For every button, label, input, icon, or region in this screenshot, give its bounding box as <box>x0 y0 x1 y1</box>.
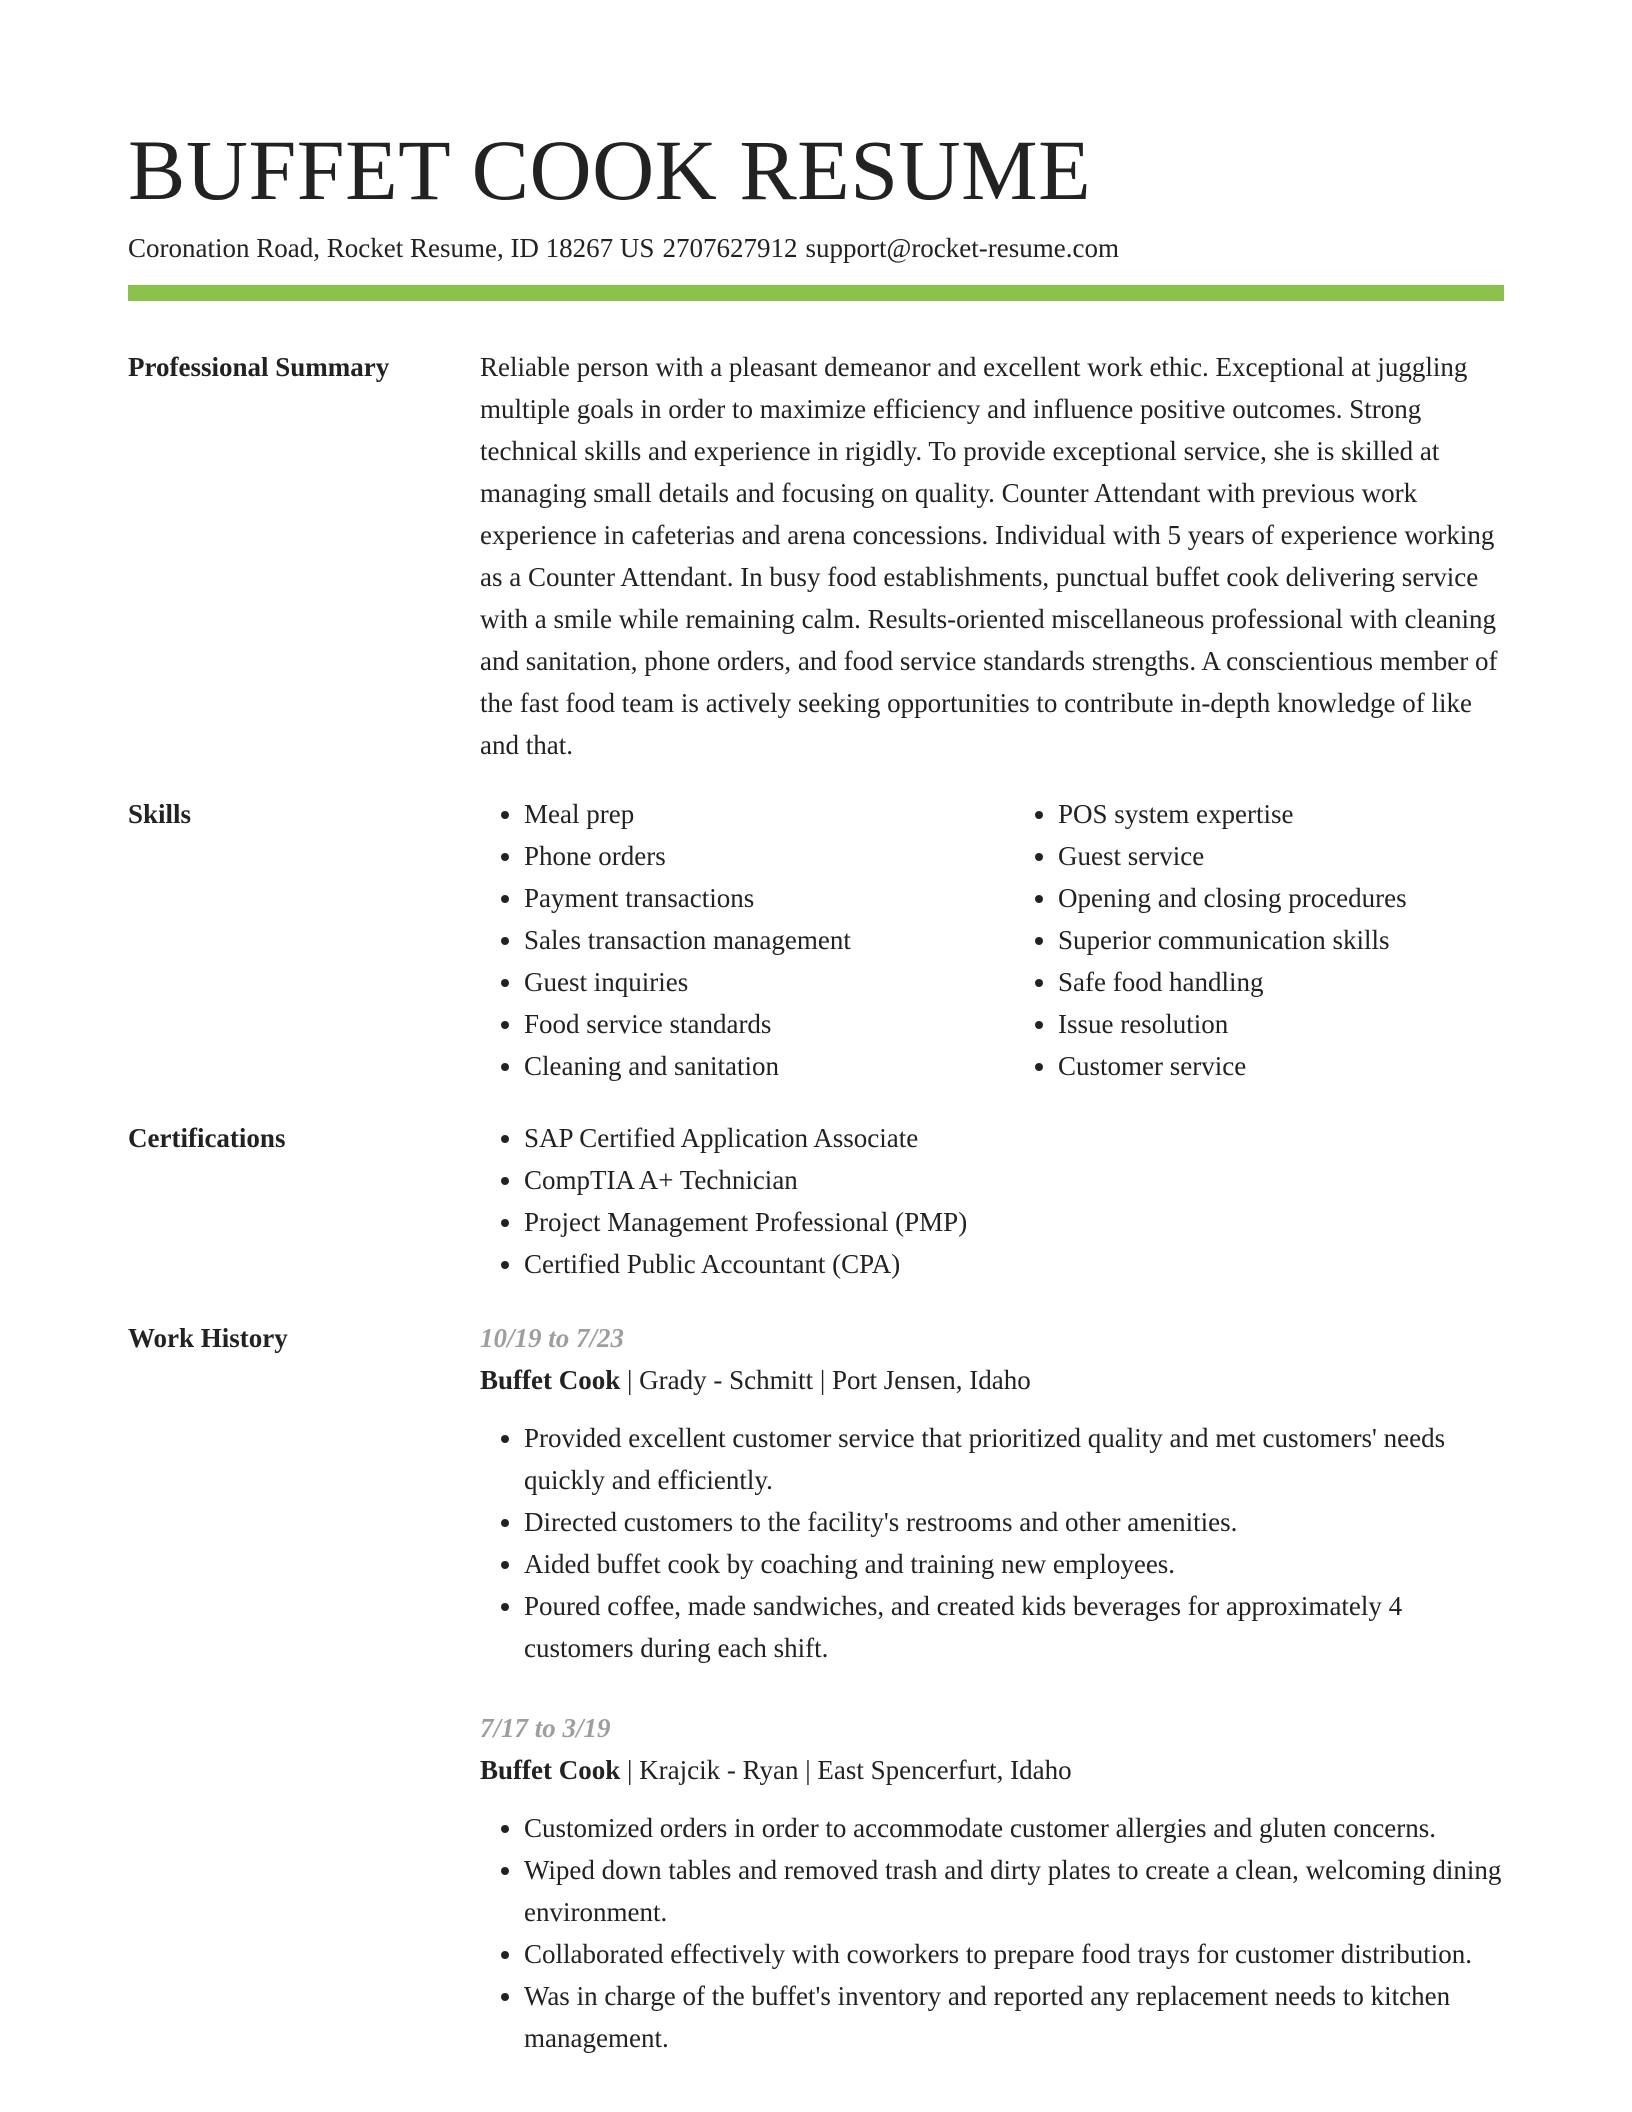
certifications-heading: Certifications <box>128 1123 286 1153</box>
header-divider <box>128 285 1504 301</box>
summary-heading: Professional Summary <box>128 352 390 382</box>
job-bullet: • Was in charge of the buffet's inventory and reported any replacement needs to kitchen management. <box>524 1975 1504 2059</box>
contact-line <box>128 232 1119 264</box>
certification-item: • Certified Public Accountant (CPA) <box>524 1243 1504 1285</box>
skill-item: • Guest service <box>1058 835 1504 877</box>
certification-item: • SAP Certified Application Associate <box>524 1117 1504 1159</box>
skill-item: • Cleaning and sanitation <box>524 1045 970 1087</box>
skill-item: • POS system expertise <box>1058 793 1504 835</box>
job-bullets <box>480 1807 1504 2059</box>
certifications-list <box>480 1117 1504 1285</box>
contact-phone: 2707627912 <box>662 233 798 263</box>
summary-text: Reliable person with a pleasant demeanor and excellent work ethic. Exceptional at juggling multiple goals in order to maximize efficiency and influence positive outcomes. Strong technical skills and experience in rigidly. To provide exceptional service, she is skilled at managing small details and focusing on quality. Counter Attendant with previous work experience in cafeterias and arena concessions. Individual with 5 years of experience working as a Counter Attendant. In busy food establishments, punctual buffet cook delivering service with a smile while remaining calm. Results-oriented miscellaneous professional with cleaning and sanitation, phone orders, and food service standards strengths. A conscientious member of the fast food team is actively seeking opportunities to contribute in-depth knowledge of like and that. <box>480 352 1498 760</box>
job-bullet: • Aided buffet cook by coaching and training new employees. <box>524 1543 1504 1585</box>
job-title: Buffet Cook <box>480 1755 621 1785</box>
skill-item: • Sales transaction management <box>524 919 970 961</box>
skill-item: • Superior communication skills <box>1058 919 1504 961</box>
certification-item: • Project Management Professional (PMP) <box>524 1201 1504 1243</box>
skill-item: • Guest inquiries <box>524 961 970 1003</box>
job-bullet: • Directed customers to the facility's restrooms and other amenities. <box>524 1501 1504 1543</box>
work-history-list <box>480 1317 1504 2097</box>
job-details: | Grady - Schmitt | Port Jensen, Idaho <box>620 1365 1031 1395</box>
job-entry <box>480 1317 1504 1669</box>
job-bullet: • Wiped down tables and removed trash and dirty plates to create a clean, welcoming dining environment. <box>524 1849 1504 1933</box>
skill-item: • Meal prep <box>524 793 970 835</box>
skill-item: • Phone orders <box>524 835 970 877</box>
job-dates: 7/17 to 3/19 <box>480 1713 611 1743</box>
contact-address: Coronation Road, Rocket Resume, ID 18267 US <box>128 233 655 263</box>
skills-column-right <box>1014 793 1504 1087</box>
job-bullet: • Collaborated effectively with coworkers to prepare food trays for customer distribution. <box>524 1933 1504 1975</box>
skill-item: • Safe food handling <box>1058 961 1504 1003</box>
job-heading <box>480 1749 1504 1791</box>
resume-title: BUFFET COOK RESUME <box>128 122 1092 218</box>
certification-item: • CompTIA A+ Technician <box>524 1159 1504 1201</box>
work-history-heading: Work History <box>128 1323 288 1353</box>
job-bullet: • Poured coffee, made sandwiches, and created kids beverages for approximately 4 customers during each shift. <box>524 1585 1504 1669</box>
skill-item: • Customer service <box>1058 1045 1504 1087</box>
job-bullet: • Provided excellent customer service that prioritized quality and met customers' needs quickly and efficiently. <box>524 1417 1504 1501</box>
contact-email: support@rocket-resume.com <box>805 233 1119 263</box>
job-title: Buffet Cook <box>480 1365 621 1395</box>
job-bullet: • Customized orders in order to accommodate customer allergies and gluten concerns. <box>524 1807 1504 1849</box>
skill-item: • Payment transactions <box>524 877 970 919</box>
job-bullets <box>480 1417 1504 1669</box>
job-details: | Krajcik - Ryan | East Spencerfurt, Idaho <box>620 1755 1072 1785</box>
skills-list <box>480 793 1504 1087</box>
skills-heading: Skills <box>128 799 192 829</box>
skill-item: • Food service standards <box>524 1003 970 1045</box>
job-dates: 10/19 to 7/23 <box>480 1323 625 1353</box>
skill-item: • Opening and closing procedures <box>1058 877 1504 919</box>
skill-item: • Issue resolution <box>1058 1003 1504 1045</box>
job-heading <box>480 1359 1504 1401</box>
job-entry <box>480 1707 1504 2059</box>
skills-column-left <box>480 793 970 1087</box>
